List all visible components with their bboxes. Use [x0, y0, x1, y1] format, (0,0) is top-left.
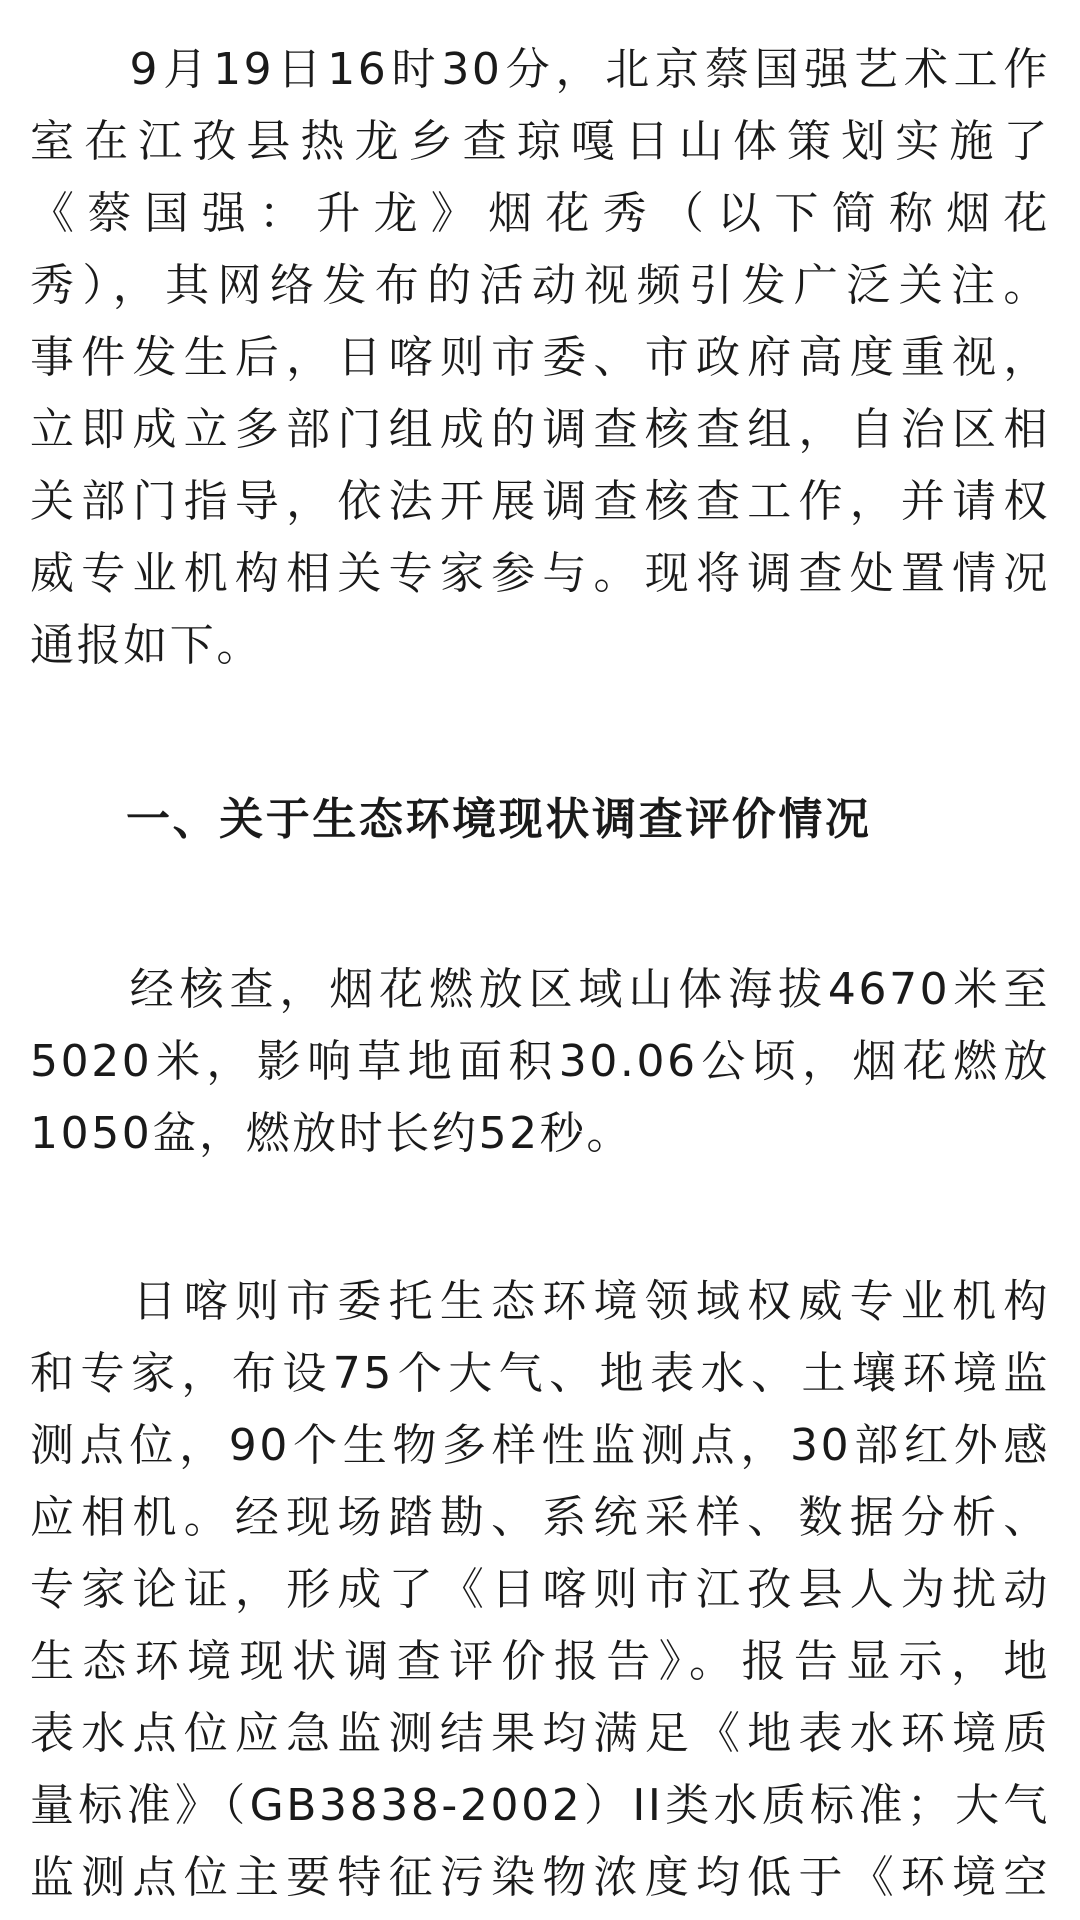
paragraph-1-line-6: 立即成立多部门组成的调查核查组，自治区相 [30, 404, 1050, 455]
paragraph-3-line-2: 和专家，布设75个大气、地表水、土壤环境监 [30, 1348, 1050, 1399]
paragraph-2-line-3: 1050盆，燃放时长约52秒。 [30, 1108, 633, 1159]
paragraph-3-line-6: 生态环境现状调查评价报告》。报告显示，地 [30, 1636, 1050, 1687]
paragraph-3-line-9: 监测点位主要特征污染物浓度均低于《环境空 [30, 1852, 1050, 1903]
paragraph-1-line-9: 通报如下。 [30, 620, 263, 671]
paragraph-3-line-8: 量标准》（GB3838-2002）II类水质标准；大气 [30, 1780, 1050, 1831]
paragraph-3-line-5: 专家论证，形成了《日喀则市江孜县人为扰动 [30, 1564, 1050, 1615]
paragraph-1-line-2: 室在江孜县热龙乡查琼嘎日山体策划实施了 [30, 116, 1050, 167]
paragraph-3-line-1: 日喀则市委托生态环境领域权威专业机构 [30, 1276, 1050, 1327]
paragraph-1-line-1: 9月19日16时30分，北京蔡国强艺术工作 [30, 44, 1050, 95]
paragraph-1-line-3: 《蔡国强：升龙》烟花秀（以下简称烟花 [30, 188, 1050, 239]
paragraph-1-line-7: 关部门指导，依法开展调查核查工作，并请权 [30, 476, 1050, 527]
paragraph-3-line-3: 测点位，90个生物多样性监测点，30部红外感 [30, 1420, 1050, 1471]
paragraph-2-line-1: 经核查，烟花燃放区域山体海拔4670米至 [30, 964, 1050, 1015]
paragraph-3-line-4: 应相机。经现场踏勘、系统采样、数据分析、 [30, 1492, 1050, 1543]
section-heading: 一、关于生态环境现状调查评价情况 [126, 794, 872, 845]
paragraph-1-line-5: 事件发生后，日喀则市委、市政府高度重视， [30, 332, 1050, 383]
paragraph-1-line-8: 威专业机构相关专家参与。现将调查处置情况 [30, 548, 1050, 599]
paragraph-3-line-7: 表水点位应急监测结果均满足《地表水环境质 [30, 1708, 1050, 1759]
paragraph-1-line-4: 秀），其网络发布的活动视频引发广泛关注。 [30, 260, 1050, 311]
paragraph-2-line-2: 5020米，影响草地面积30.06公顷，烟花燃放 [30, 1036, 1050, 1087]
